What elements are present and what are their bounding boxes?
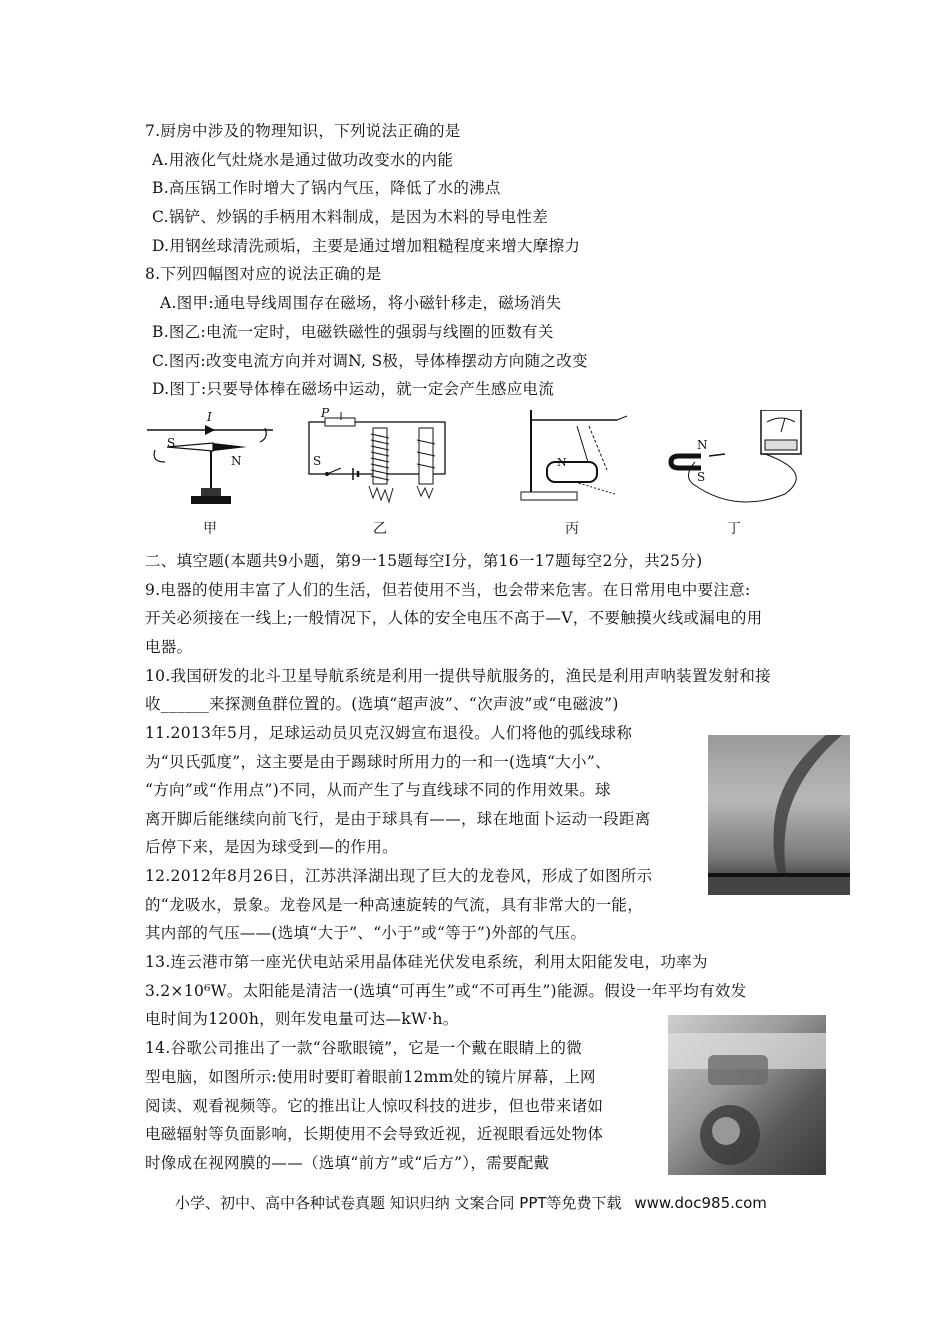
q11-line-3: “方向”或“作用点”)不同，从而产生了与直线球不同的作用效果。球	[145, 781, 611, 799]
q8-stem: 8.下列四幅图对应的说法正确的是	[145, 265, 382, 283]
q8-option-b: B.图乙:电流一定时，电磁铁磁性的强弱与线圈的匝数有关	[152, 323, 554, 341]
n-pole-label: N	[231, 454, 242, 468]
switch-s-label: S	[313, 454, 322, 468]
q11-line-4: 离开脚后能继续向前飞行，是由于球具有——，球在地面卜运动一段距离	[145, 810, 651, 828]
q7-option-b: B.高压锅工作时增大了锅内气压，降低了水的沸点	[152, 179, 501, 197]
figure-yi	[303, 406, 453, 540]
conductor-swing-diagram	[517, 410, 647, 510]
induction-galvanometer-diagram	[665, 410, 815, 510]
glass-device-shape	[668, 1015, 826, 1175]
q9-line-2: 开关必须接在一线上;一般情况下，人体的安全电压不高于—V，不要触摸火线或漏电的用	[145, 609, 763, 627]
q8-option-c: C.图丙:改变电流方向并对调N, S极，导体棒摆动方向随之改变	[152, 352, 588, 370]
waterspout-shape	[708, 735, 850, 895]
footer-text: 小学、初中、高中各种试卷真题 知识归纳 文案合同 PPT等免费下载	[175, 1194, 622, 1212]
figure-jia	[145, 410, 275, 540]
q8-figures	[145, 406, 815, 550]
google-glass-photo	[668, 1015, 826, 1175]
current-label: I	[207, 410, 212, 424]
q12-line-3: 其内部的气压——(选填“大于”、“小于”或“等于”)外部的气压。	[145, 924, 587, 942]
footer-site-link[interactable]: www.doc985.com	[634, 1194, 767, 1212]
caption-jia: 甲	[203, 521, 217, 537]
caption-bing: 丙	[565, 521, 579, 537]
q14-line-1: 14.谷歌公司推出了一款“谷歌眼镜”，它是一个戴在眼睛上的微	[145, 1039, 582, 1057]
electromagnet-circuit-diagram	[303, 410, 453, 510]
section-2-heading: 二、填空题(本题共9小题，第9一15题每空I分，第16一17题每空2分，共25分)	[145, 552, 703, 570]
q13-line-2: 3.2×10⁶W。太阳能是清洁一(选填“可再生”或“不可再生”)能源。假设一年平均有效发	[145, 982, 747, 1000]
caption-yi: 乙	[373, 521, 387, 537]
q14-line-2: 型电脑，如图所示:使用时要盯着眼前12mm处的镜片屏幕，上网	[145, 1068, 596, 1086]
q13-line-3: 电时间为1200h，则年发电量可达—kW·h。	[145, 1010, 459, 1028]
q9-line-3: 电器。	[145, 638, 193, 656]
q7-stem: 7.厨房中涉及的物理知识，下列说法正确的是	[145, 122, 461, 140]
q9-line-1: 9.电器的使用丰富了人们的生活，但若使用不当，也会带来危害。在日常用电中要注意:	[145, 581, 751, 599]
q10-line-2: 收______来探测鱼群位置的。(选填“超声波”、“次声波”或“电磁波”)	[145, 695, 619, 713]
q14-line-3: 阅读、观看视频等。它的推出让人惊叹科技的进步，但也带来诸如	[145, 1097, 604, 1115]
ding-n-label: N	[697, 438, 708, 452]
q8-option-a: A.图甲:通电导线周围存在磁场，将小磁针移走，磁场消失	[160, 294, 562, 312]
page-footer	[175, 1192, 767, 1213]
q7-option-c: C.锅铲、炒锅的手柄用木料制成，是因为木料的导电性差	[152, 208, 549, 226]
q10-line-1: 10.我国研发的北斗卫星导航系统是利用一提供导航服务的，渔民是利用声呐装置发射和接	[145, 667, 771, 685]
q11-line-2: 为“贝氏弧度”，这主要是由于踢球时所用力的一和一(选填“大小”、	[145, 753, 611, 771]
q14-line-5: 时像成在视网膜的——（选填“前方”或“后方”），需要配戴	[145, 1154, 550, 1172]
q12-line-2: 的“龙吸水，景象。龙卷风是一种高速旋转的气流，具有非常大的一能，	[145, 896, 644, 914]
q8-option-d: D.图丁:只要导体棒在磁场中运动，就一定会产生感应电流	[152, 380, 555, 398]
q11-line-1: 11.2013年5月，足球运动员贝克汉姆宣布退役。人们将他的弧线球称	[145, 724, 633, 742]
ding-s-label: S	[697, 470, 706, 484]
s-pole-label: S	[167, 436, 176, 450]
tornado-photo	[708, 735, 850, 895]
q7-option-d: D.用钢丝球清洗顽垢，主要是通过增加粗糙程度来增大摩擦力	[152, 237, 581, 255]
figure-bing	[517, 410, 647, 540]
bing-n-label: N	[557, 456, 567, 469]
q13-line-1: 13.连云港市第一座光伏电站采用晶体硅光伏发电系统，利用太阳能发电，功率为	[145, 953, 708, 971]
q14-line-4: 电磁辐射等负面影响，长期使用不会导致近视，近视眼看远处物体	[145, 1125, 604, 1143]
caption-ding: 丁	[727, 521, 741, 537]
q7-option-a: A.用液化气灶烧水是通过做功改变水的内能	[152, 151, 454, 169]
slider-p-label: P	[321, 406, 330, 420]
compass-wire-diagram	[145, 410, 275, 515]
q12-line-1: 12.2012年8月26日，江苏洪泽湖出现了巨大的龙卷风，形成了如图所示	[145, 867, 653, 885]
q11-line-5: 后停下来，是因为球受到—的作用。	[145, 838, 398, 856]
figure-ding	[665, 410, 815, 540]
